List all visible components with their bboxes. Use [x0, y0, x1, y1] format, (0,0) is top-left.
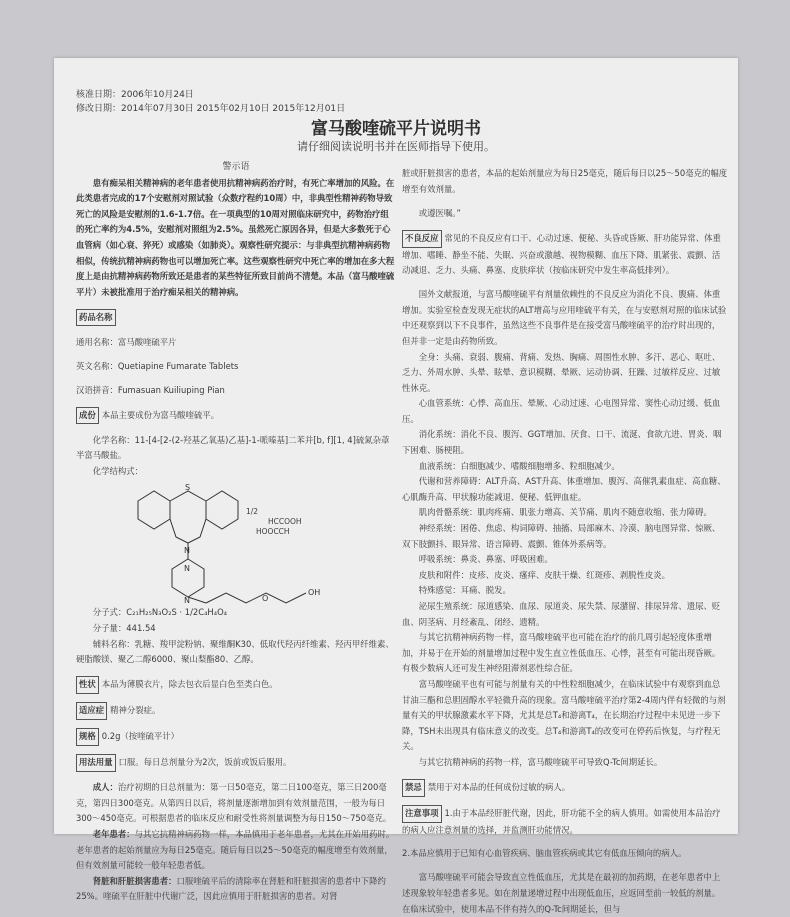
dosage-renal-text: 口服喹硫平后的清除率在肾脏和肝脏损害的患者中下降约25%。喹硫平在肝脏中代谢广泛，因此应慎用于肝脏损害的患者。对肾: [76, 875, 386, 902]
adverse-label: 不良反应: [402, 230, 442, 248]
nervous-effects: 神经系统：困倦、焦虑、构词障碍、抽搐、局部麻木、冷漠、脑电图异常、惊厥、双下肢颤抖、眼异常、语言障碍、震颤、锥体外系病等。: [402, 523, 721, 549]
indications-label: 适应症: [76, 702, 107, 720]
nitrogen-side: [170, 519, 188, 543]
resp-effects: 呼吸系统：鼻炎、鼻塞、呼吸困难。: [418, 554, 553, 565]
left-column: [76, 160, 396, 905]
sulfur-atom: S: [185, 483, 191, 493]
dosage-adult-head: 成人：: [92, 782, 118, 793]
dosage-renal: [76, 874, 396, 905]
adverse-text: 常见的不良反应有口干、心动过速、便秘、头昏或昏厥、肝功能异常、体重增加、嗜睡、静坐不能、失眠、兴奋或激越、视物模糊、血压下降、肌紧张、震颤、活动减退、乏力、头痛、鼻塞、皮肤痒状（按临床研究中发生率高低排列）。: [402, 232, 721, 276]
dosage-label: 用法用量: [76, 754, 116, 772]
imine-side: [188, 519, 206, 543]
skin-effects: 皮肤和附件：皮疹、皮炎、瘙痒、皮肤干燥、红斑疹、剥脱性皮炎。: [418, 569, 671, 580]
oxygen-atom: O: [262, 594, 269, 604]
chemical-name: 化学名称：11-[4-[2-(2-羟基乙氧基)乙基]-1-哌嗪基]二苯并[b, f][1, 4]硫氮杂䓬半富马酸盐。: [76, 434, 390, 461]
composition-section: [76, 407, 396, 425]
properties-section: [76, 676, 396, 694]
indications-text: 精神分裂症。: [110, 705, 161, 716]
side-chain: [206, 593, 306, 603]
cardio-effects: 心血管系统：心悸、高血压、晕厥、心动过速、心电图异常、窦性心动过缓、低血压。: [402, 398, 721, 424]
left-benzene-ring: [138, 491, 170, 529]
dosage-elderly-head: 老年患者：: [92, 828, 135, 839]
structure-drawing: [76, 481, 396, 605]
nitrogen-atom-1: N: [184, 546, 190, 556]
warning-text: 患有痴呆相关精神病的老年患者使用抗精神病药治疗时，有死亡率增加的风险。在此类患者完成的17个安慰剂对照试验（众数疗程约10周）中，非典型性精神药物导致死亡的风险是安慰剂的1.6-1.7倍。在一项典型的10周对照临床研究中，药物治疗组的死亡率约为4.5%，安慰剂对照组为2.5%。虽然死亡原因各异，但是大多数死于心血管病（如心衰、猝死）或感染（如肺炎）。观察性研究提示：与非典型抗精神病药物相似，传统抗精神病药物也可以增加死亡率。这些观察性研究中死亡率的增加在多大程度上是由抗精神病药物所致还是患者的某些特征所致目前尚不清楚。本品（富马酸喹硫平片）未被批准用于治疗痴呆相关的精神病。: [76, 177, 395, 297]
renal-continued: 脏或肝脏损害的患者，本品的起始剂量应为每日25毫克，随后每日以25～50毫克的幅度增至有效剂量。: [402, 168, 728, 194]
revision-date-list: 修改日期：2014年07月30日 2015年02月10日 2015年12月01日: [76, 104, 346, 114]
specification-text: 0.2g（按喹硫平计）: [101, 731, 180, 742]
composition-label: 成份: [76, 407, 99, 425]
nitrogen-atom-3: N: [184, 596, 190, 606]
drug-name-label: [76, 309, 396, 327]
digestive-effects: 消化系统：消化不良、腹泻、GGT增加、厌食、口干、流涎、食欲亢进、胃炎、咽下困难、肠梗阻。: [402, 429, 722, 456]
general-effects: 全身：头痛、衰弱、腹痛、背痛、发热、胸痛、周围性水肿、多汗、恶心、呕吐、乏力、外周水肿、头晕、眩晕、意识模糊、晕厥、运动协调、狂躁、过敏样反应、过敏性休克。: [402, 351, 721, 393]
composition-text: 本品主要成份为富马酸喹硫平。: [101, 409, 219, 420]
precautions-section: [402, 805, 728, 838]
dosage-intro: 口服。每日总剂量分为2次，饭前或饭后服用。: [118, 757, 292, 768]
precaution-2: 2.本品应慎用于已知有心血管疾病、脑血管疾病或其它有低血压倾向的病人。: [402, 848, 687, 859]
indications-section: [76, 702, 396, 720]
contraindication-section: [402, 779, 728, 797]
contraindication-label: 禁忌: [402, 779, 425, 797]
fumarate-bottom: HOOCCH: [256, 527, 290, 537]
leaflet-paper: [54, 58, 738, 914]
dosage-adult-text: 治疗初期的日总剂量为：第一日50毫克，第二日100毫克，第三日200毫克，第四日300毫克。从第四日以后，将剂量逐渐增加到有效剂量范围，一般为每日300～450毫克。可根据患者的临床反应和耐受性将剂量调整为每日150～750毫克。: [76, 782, 392, 824]
right-column: [402, 158, 728, 917]
revision-dates: [76, 88, 345, 116]
structure-label: 化学结构式：: [92, 465, 144, 476]
half-coefficient: 1/2: [246, 507, 259, 517]
dosage-elderly-text: 与其它抗精神病药物一样，本品慎用于老年患者，尤其在开始用药时。老年患者的起始剂量应为每日25毫克。随后每日以25～50毫克的幅度增至有效剂量，但有效剂量可能较一般年轻患者低。: [76, 828, 395, 871]
weight-hypotension: 与其它抗精神病药物一样，富马酸喹硫平也可能在治疗的前几周引起轻度体重增加，并易于在开始的剂量增加过程中发生直立性低血压、心悸，甚至有可能出现昏厥。有极少数病人还可发生神经阻滞剂恶性综合征。: [402, 632, 721, 674]
metabolic-effects: 代谢和营养障碍：ALT升高、AST升高、体重增加、腹泻、高催乳素血症、高血糖、心肌酶升高、甲状腺功能减退、便秘、低钾血症。: [402, 476, 726, 502]
postmarket-text: 国外文献报道，与富马酸喹硫平有剂量依赖性的不良反应为消化不良、腹痛、体重增加。实验室检查发现无症状的ALT增高与应用喹硫平有关，在与安慰剂对照的临床试验中还观察到以下不良事件，虽然这些不良事件是在接受富马酸喹硫平的治疗时出现的，但并非一定是由药物所致。: [402, 289, 727, 346]
qtc-note: 与其它抗精神病的药物一样，富马酸喹硫平可导致Q-Tc间期延长。: [418, 756, 663, 767]
chemical-structure: [76, 481, 396, 605]
dosage-section: [76, 754, 396, 772]
molecular-formula: 分子式：C₂₁H₂₅N₃O₂S · 1/2C₄H₄O₄: [92, 607, 228, 618]
dosage-elderly: [76, 827, 396, 874]
right-benzene-ring: [206, 491, 238, 529]
specification-section: [76, 728, 396, 746]
page-subtitle: 请仔细阅读说明书并在医师指导下使用。: [297, 140, 495, 153]
neutropenia-thyroid: 富马酸喹硫平也有可能与剂量有关的中性粒细胞减少，在临床试验中有观察到血总甘油三酯和总胆固醇水平轻微升高的现象。富马酸喹硫平治疗第2-4周内伴有轻微的与剂量有关的甲状腺激素水平下降，尤其是总T₄和游离T₄，在长期治疗过程中未见进一步下降，TSH未出现具有临床意义的改变。总T₄和游离T₄的改变可在停药后恢复，与疗程无关。: [402, 678, 726, 752]
dosage-renal-head: 肾脏和肝脏损害患者：: [92, 875, 177, 886]
as-directed: 或遵医嘱。”: [418, 207, 461, 218]
excipients: 辅料名称：乳糖、羧甲淀粉钠、聚维酮K30、低取代羟丙纤维素、羟丙甲纤维素、硬脂酸镁、聚乙二醇6000、聚山梨酯80、乙醇。: [76, 638, 394, 665]
uro-effects: 泌尿生殖系统：尿道感染、血尿、尿道炎、尿失禁、尿潴留、排尿异常、遗尿、贬血、阴茎病、月经紊乱、闭经、遗精。: [402, 601, 721, 627]
musculo-effects: 肌肉骨骼系统：肌肉疼痛、肌张力增高、关节痛、肌肉不随意收缩、张力障碍。: [418, 507, 712, 518]
senses-effects: 特殊感觉：耳痛、脱发。: [418, 585, 511, 596]
specification-label: 规格: [76, 728, 99, 746]
blood-effects: 血液系统：白细胞减少、嗜酸细胞增多、粒细胞减少。: [418, 460, 620, 471]
side-chain-1: [188, 597, 206, 603]
precautions-label: 注意事项: [402, 805, 442, 823]
dosage-adult: [76, 780, 396, 827]
adverse-section: [402, 230, 728, 279]
pinyin-name: 汉语拼音：Fumasuan Kuiliuping Pian: [76, 384, 225, 395]
fumarate-top: HCCOOH: [268, 517, 302, 527]
precaution-1: 1.由于本品经肝脏代谢，因此，肝功能不全的病人慎用。如需使用本品治疗的病人应注意剂量的选择，并监测肝功能情况。: [402, 807, 721, 835]
properties-text: 本品为薄膜衣片，除去包衣后显白色至类白色。: [101, 679, 278, 690]
molecular-weight: 分子量：441.54: [92, 623, 156, 634]
precaution-3: 富马酸喹硫平可能会导致直立性低血压，尤其是在最初的加药期，在老年患者中上述现象较年轻患者多见。如在剂量递增过程中出现低血压，应返回至前一较低的剂量。在临床试验中，使用本品不伴有持久的Q-Tc间期延长，但与: [402, 872, 721, 914]
approval-date: 核准日期：2006年10月24日: [76, 90, 194, 100]
english-name: 英文名称：Quetiapine Fumarate Tablets: [76, 360, 239, 371]
hydroxyl-group: OH: [308, 588, 321, 598]
fumarate-formula: [246, 507, 302, 537]
drug-name-label-box: 药品名称: [76, 309, 116, 327]
page-title: 富马酸喹硫平片说明书: [311, 119, 481, 139]
warning-heading: 警示语: [222, 162, 250, 172]
sulfur-bridge: [170, 491, 206, 501]
generic-name: 通用名称：富马酸喹硫平片: [76, 336, 177, 347]
nitrogen-atom-2: N: [184, 564, 190, 574]
properties-label: 性状: [76, 676, 99, 694]
contraindication-text: 禁用于对本品的任何成份过敏的病人。: [427, 781, 571, 792]
